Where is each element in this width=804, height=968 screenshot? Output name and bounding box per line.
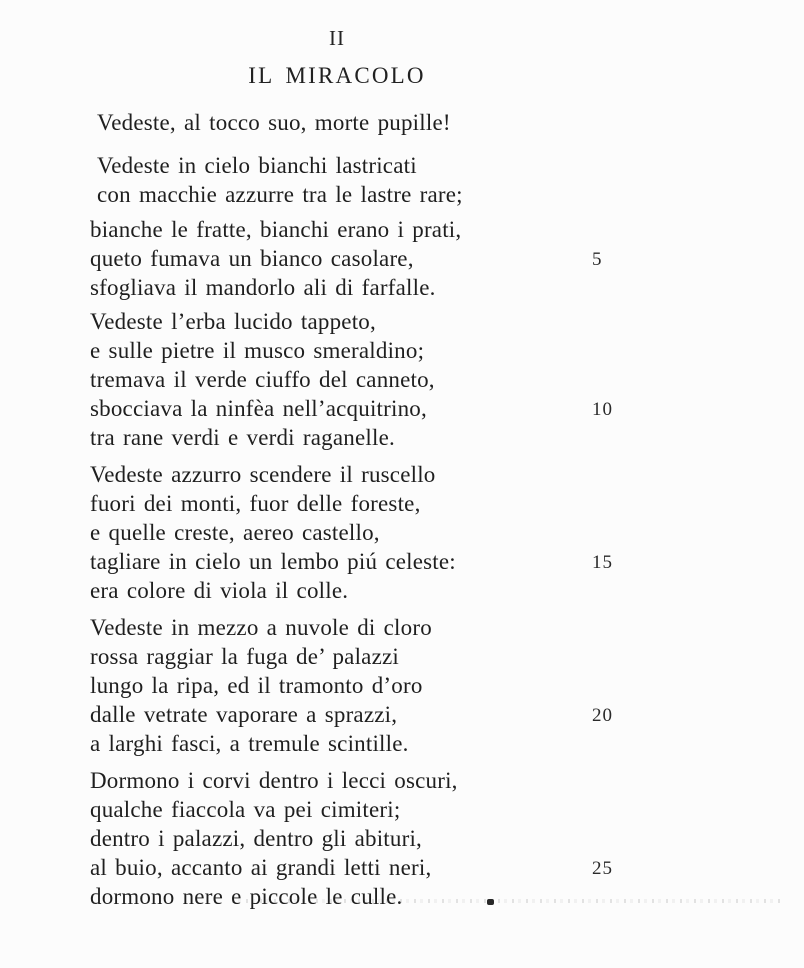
poem-line: Dormono i corvi dentro i lecci oscuri, <box>90 768 458 793</box>
poem-line: bianche le fratte, bianchi erano i prati, <box>90 217 462 242</box>
stanza <box>90 108 710 137</box>
poem-line: Vedeste azzurro scendere il ruscello <box>90 462 436 487</box>
poem-line: dentro i palazzi, dentro gli abituri, <box>90 826 422 851</box>
line-number: 5 <box>592 249 603 270</box>
stanza <box>90 613 710 758</box>
poem-line: era colore di viola il colle. <box>90 578 349 603</box>
poem-line: dalle vetrate vaporare a sprazzi, 20 <box>90 700 710 729</box>
poem-heading <box>90 26 584 89</box>
scan-artifact-streak <box>232 899 780 903</box>
stanza <box>90 307 710 452</box>
poem-line: sfogliava il mandorlo ali di farfalle. <box>90 275 436 300</box>
poem-line: Vedeste in mezzo a nuvole di cloro <box>90 615 432 640</box>
scan-artifact-dot <box>487 899 494 905</box>
poem-line: queto fumava un bianco casolare, 5 <box>90 244 710 273</box>
poem-line: rossa raggiar la fuga de’ palazzi <box>90 644 399 669</box>
poem-line: tra rane verdi e verdi raganelle. <box>90 425 395 450</box>
poem-line: sbocciava la ninfèa nell’acquitrino, 10 <box>90 394 710 423</box>
poem-line: e sulle pietre il musco smeraldino; <box>90 338 425 363</box>
poem-line: al buio, accanto ai grandi letti neri, 25 <box>90 853 710 882</box>
poem-line: tagliare in cielo un lembo piú celeste: 15 <box>90 547 710 576</box>
poem-title: IL MIRACOLO <box>248 63 426 88</box>
line-number: 10 <box>592 399 613 420</box>
poem-line: a larghi fasci, a tremule scintille. <box>90 731 409 756</box>
poem-line: dormono nere e piccole le culle. <box>90 884 403 909</box>
stanza <box>90 151 710 209</box>
stanza <box>90 766 710 911</box>
stanza <box>90 460 710 605</box>
poem-line: qualche fiaccola va pei cimiteri; <box>90 797 401 822</box>
poem-line: Vedeste in cielo bianchi lastricati <box>97 153 417 178</box>
line-number: 15 <box>592 552 613 573</box>
poem-line: Vedeste l’erba lucido tappeto, <box>90 309 376 334</box>
poem-line: lungo la ripa, ed il tramonto d’oro <box>90 673 423 698</box>
poem-body <box>90 108 710 911</box>
poem-line: con macchie azzurre tra le lastre rare; <box>97 182 463 207</box>
poem-line: tremava il verde ciuffo del canneto, <box>90 367 435 392</box>
poem-line: Vedeste, al tocco suo, morte pupille! <box>97 110 451 135</box>
line-number: 20 <box>592 705 613 726</box>
stanza <box>90 215 710 302</box>
poem-line: fuori dei monti, fuor delle foreste, <box>90 491 421 516</box>
line-number: 25 <box>592 858 613 879</box>
poem-line: e quelle creste, aereo castello, <box>90 520 380 545</box>
section-number: II <box>329 26 345 50</box>
